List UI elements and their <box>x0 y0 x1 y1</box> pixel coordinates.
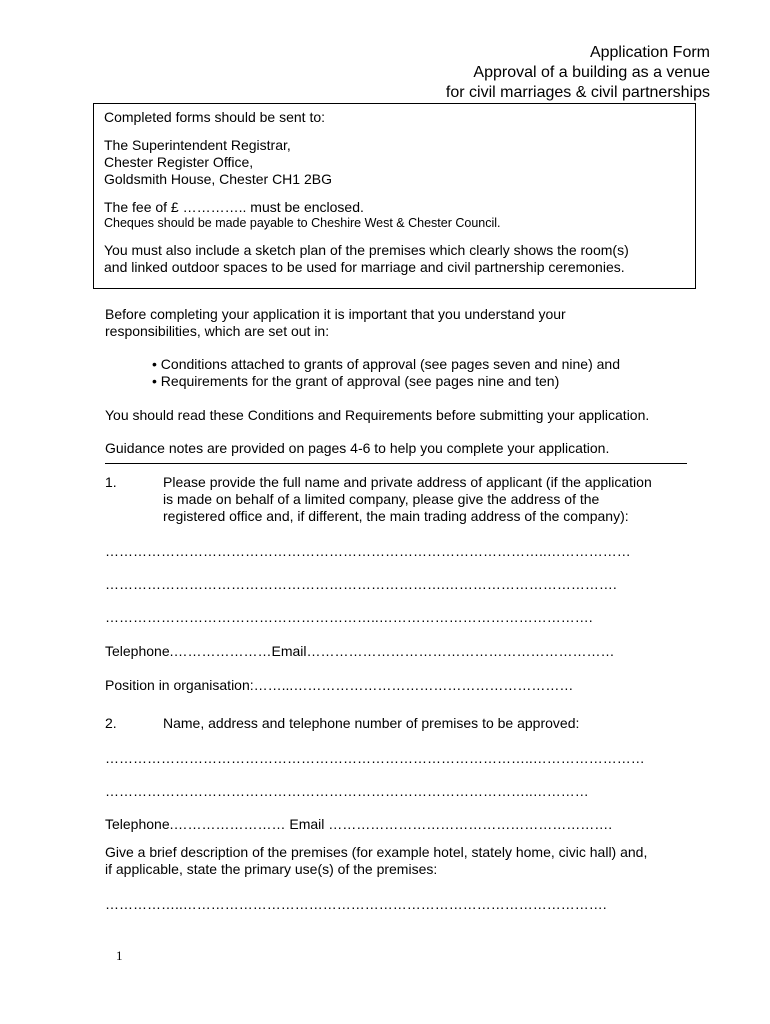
q1-number: 1. <box>105 474 117 490</box>
q2-description-line2: if applicable, state the primary use(s) of the premises: <box>105 861 438 877</box>
sketch-text-line1: You must also include a sketch plan of the premises which clearly shows the room(s) <box>104 242 629 258</box>
q2-number: 2. <box>105 715 117 731</box>
intro-line2: responsibilities, which are set out in: <box>105 323 330 339</box>
read-conditions-text: You should read these Conditions and Requirements before submitting your application. <box>105 407 650 423</box>
q1-text-line3: registered office and, if different, the main trading address of the company): <box>163 508 629 524</box>
fee-text: The fee of £ ………….. must be enclosed. <box>104 199 364 215</box>
page-number: 1 <box>116 948 123 963</box>
section-divider <box>105 463 687 464</box>
q2-address-field-1[interactable]: ………………………………………………………………………………..…………………… <box>105 750 645 766</box>
q2-telephone-email-field[interactable]: Telephone.…………………… Email ……………………………………………………. <box>105 816 613 832</box>
q2-address-field-2[interactable]: ………………………………………………………………………………..………… <box>105 783 589 799</box>
intro-line1: Before completing your application it is important that you understand your <box>105 306 566 322</box>
form-title: Application Form <box>589 44 710 61</box>
bullet-conditions: • Conditions attached to grants of approval (see pages seven and nine) and <box>152 356 620 372</box>
address-line-3: Goldsmith House, Chester CH1 2BG <box>104 171 332 187</box>
address-line-1: The Superintendent Registrar, <box>104 137 291 153</box>
sent-to-label: Completed forms should be sent to: <box>104 109 326 125</box>
cheques-text: Cheques should be made payable to Cheshire West & Chester Council. <box>104 216 501 230</box>
q1-text-line2: is made on behalf of a limited company, please give the address of the <box>163 491 600 507</box>
form-subtitle-line1: Approval of a building as a venue <box>473 64 710 81</box>
form-subtitle-line2: for civil marriages & civil partnerships <box>445 84 710 101</box>
bullet-requirements: • Requirements for the grant of approval (see pages nine and ten) <box>152 373 560 389</box>
q1-telephone-email-field[interactable]: Telephone.…………………Email………………………………………………………… <box>105 643 615 659</box>
address-line-2: Chester Register Office, <box>104 154 254 170</box>
q2-description-field[interactable]: ……………..………………………………………………………………………………. <box>105 896 607 912</box>
q1-address-field-3[interactable]: …………………………………………………..………………………………………. <box>105 609 593 625</box>
q1-position-field[interactable]: Position in organisation:……...…………………………………………………… <box>105 677 574 693</box>
sketch-text-line2: and linked outdoor spaces to be used for marriage and civil partnership ceremonies. <box>104 259 625 275</box>
q1-text-line1: Please provide the full name and private address of applicant (if the application <box>163 474 652 490</box>
guidance-text: Guidance notes are provided on pages 4-6 to help you complete your application. <box>105 440 610 456</box>
q1-address-field-2[interactable]: ……………………………………………………………….………………………………. <box>105 576 617 592</box>
q2-text: Name, address and telephone number of premises to be approved: <box>163 715 580 731</box>
q1-address-field-1[interactable]: …………………………………………………………………………………..……………… <box>105 543 631 559</box>
q2-description-line1: Give a brief description of the premises (for example hotel, stately home, civic hall) and, <box>105 844 648 860</box>
